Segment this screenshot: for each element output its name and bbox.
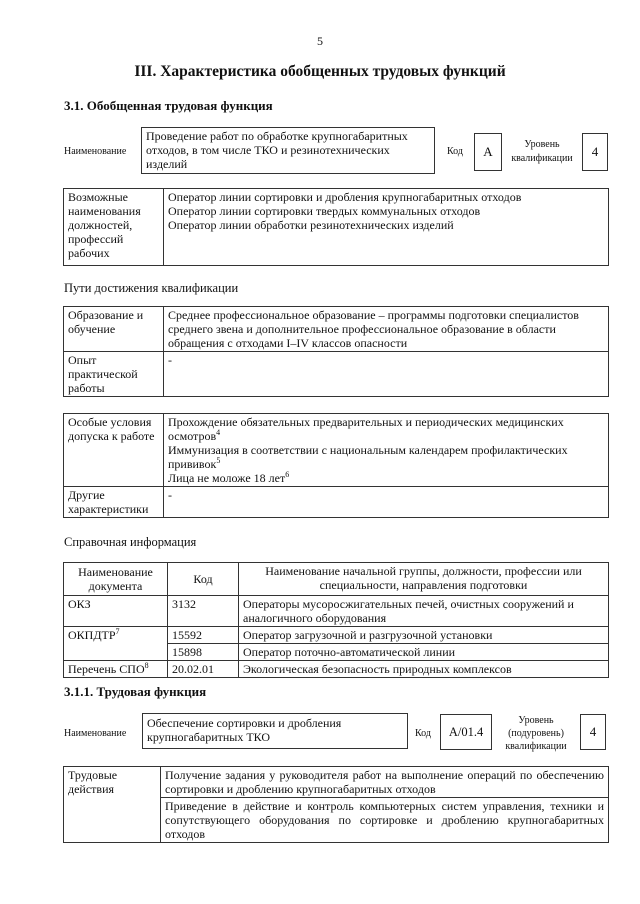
- gtf-level-box: [582, 133, 608, 171]
- positions-label: Возможные наименования должностей, профессий рабочих: [64, 189, 164, 266]
- ref-name-okpdtr-2: Оператор поточно-автоматической линии: [239, 644, 609, 661]
- condition-item: Прохождение обязательных предварительных и периодических медицинских осмотров$^4$: [168, 415, 564, 443]
- col-header-document: Наименование документа: [64, 563, 168, 596]
- other-label: Другие характеристики: [64, 487, 164, 518]
- reference-table: [63, 562, 609, 678]
- tf-level-box: [580, 714, 606, 750]
- experience-label: Опыт практической работы: [64, 352, 164, 397]
- col-header-name: Наименование начальной группы, должности, профессии или специальности, направления подготовки: [239, 563, 609, 596]
- tf-level-label: Уровень (подуровень) квалификации: [505, 715, 567, 752]
- condition-item: Иммунизация в соответствии с национальным календарем профилактических прививок$^5$: [168, 443, 568, 471]
- tf-name-label: Наименование: [64, 728, 127, 739]
- section-title: III. Характеристика обобщенных трудовых функций: [134, 63, 506, 80]
- tf-code-label: Код: [415, 728, 431, 739]
- footnote-mark: 8: [144, 661, 149, 670]
- tf-name-value: Обеспечение сортировки и дробления крупногабаритных ТКО: [147, 716, 342, 744]
- tf-heading: 3.1.1. Трудовая функция: [64, 684, 207, 699]
- gtf-name-box: [141, 127, 435, 174]
- gtf-level-label: Уровень квалификации: [511, 139, 573, 164]
- qual-table: [63, 306, 609, 397]
- gtf-name-label: Наименование: [64, 146, 127, 157]
- gtf-level-value: 4: [591, 144, 599, 159]
- ref-code-okpdtr-2: 15898: [168, 644, 239, 661]
- education-label: Образование и обучение: [64, 307, 164, 352]
- gtf-code-value: A: [483, 144, 493, 159]
- action-item: Получение задания у руководителя работ на выполнение операций по обеспечению сортировки и дроблению крупногабаритных отходов: [161, 767, 609, 798]
- ref-name-okz: Операторы мусоросжигательных печей, очистных сооружений и аналогичного оборудования: [239, 596, 609, 627]
- positions-table: [63, 188, 609, 266]
- actions-label: Трудовые действия: [64, 767, 161, 843]
- footnote-mark: 6: [285, 470, 290, 479]
- other-value: -: [164, 487, 609, 518]
- condition-item: Лица не моложе 18 лет$^6$: [168, 470, 290, 485]
- ref-name-spo: Экологическая безопасность природных комплексов: [239, 661, 609, 678]
- gtf-heading: 3.1. Обобщенная трудовая функция: [64, 98, 273, 113]
- tf-level-value: 4: [589, 724, 597, 739]
- experience-value: -: [164, 352, 609, 397]
- ref-doc-spo: Перечень СПО$^8$: [64, 661, 168, 678]
- gtf-name-value: Проведение работ по обработке крупногабаритных отходов, в том числе ТКО и резинотехнических изделий: [146, 129, 408, 171]
- position-item: Оператор линии обработки резинотехнических изделий: [168, 218, 454, 232]
- footnote-mark: 4: [216, 428, 221, 437]
- ref-code-okpdtr-1: 15592: [168, 627, 239, 644]
- tf-name-box: [142, 713, 408, 749]
- education-value: Среднее профессиональное образование – программы подготовки специалистов среднего звена и дополнительное профессиональное образование в области обращения с отходами I–IV классов опасности: [164, 307, 609, 352]
- ref-doc-okz: ОКЗ: [64, 596, 168, 627]
- gtf-code-label: Код: [447, 146, 463, 157]
- action-item: Приведение в действие и контроль компьютерных систем управления, техники и сопутствующего оборудования по сортировке и дроблению крупногабаритных отходов: [161, 798, 609, 843]
- conditions-list: [164, 414, 609, 487]
- footnote-mark: 5: [216, 456, 221, 465]
- page-number: 5: [317, 34, 323, 48]
- reference-heading: Справочная информация: [64, 535, 197, 549]
- ref-doc-okpdtr: ОКПДТР$^7$: [64, 627, 168, 661]
- footnote-mark: 7: [115, 627, 120, 636]
- ref-code-spo: 20.02.01: [168, 661, 239, 678]
- col-header-code: Код: [168, 563, 239, 596]
- ref-name-okpdtr-1: Оператор загрузочной и разгрузочной установки: [239, 627, 609, 644]
- ref-code-okz: 3132: [168, 596, 239, 627]
- tf-code-value: A/01.4: [448, 725, 484, 739]
- position-item: Оператор линии сортировки твердых коммунальных отходов: [168, 204, 481, 218]
- position-item: Оператор линии сортировки и дробления крупногабаритных отходов: [168, 190, 522, 204]
- actions-table: [63, 766, 609, 843]
- positions-list: [164, 189, 609, 266]
- qual-paths-heading: Пути достижения квалификации: [64, 281, 239, 295]
- gtf-code-box: [474, 133, 502, 171]
- conditions-label: Особые условия допуска к работе: [64, 414, 164, 487]
- tf-code-box: [440, 714, 492, 750]
- conditions-table: [63, 413, 609, 518]
